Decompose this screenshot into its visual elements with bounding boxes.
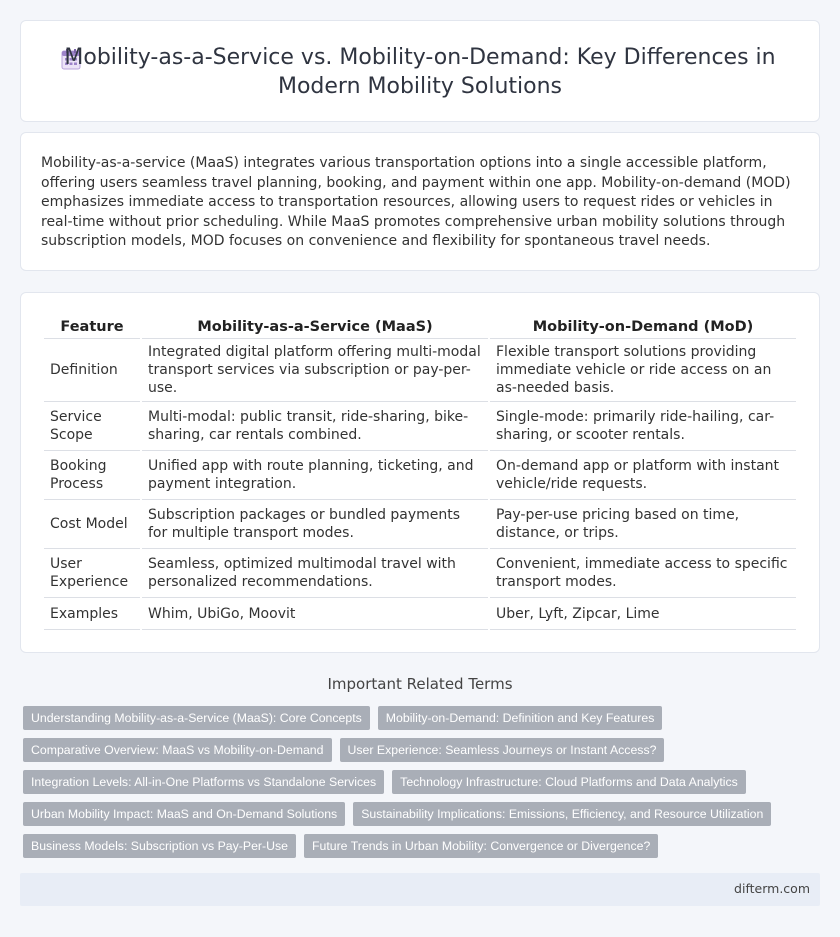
table-row (44, 549, 796, 598)
related-term-link[interactable]: Understanding Mobility-as-a-Service (MaaS): Core Concepts (23, 706, 370, 730)
feature-cell: Definition (44, 339, 140, 402)
footer (20, 873, 820, 906)
comparison-table (42, 315, 798, 630)
footer-site-name: difterm.com (734, 881, 810, 896)
tag-row (23, 738, 813, 762)
related-term-link[interactable]: Urban Mobility Impact: MaaS and On-Demand Solutions (23, 802, 345, 826)
maas-cell: Integrated digital platform offering multi-modal transport services via subscription or pay-per-use. (142, 339, 488, 402)
title-card (20, 20, 820, 122)
mod-cell: Single-mode: primarily ride-hailing, car-sharing, or scooter rentals. (490, 402, 796, 451)
tag-row (23, 770, 813, 794)
feature-cell: Cost Model (44, 500, 140, 549)
mod-cell: Pay-per-use pricing based on time, distance, or trips. (490, 500, 796, 549)
related-term-link[interactable]: Business Models: Subscription vs Pay-Per-Use (23, 834, 296, 858)
mod-cell: Uber, Lyft, Zipcar, Lime (490, 598, 796, 630)
related-term-link[interactable]: Integration Levels: All-in-One Platforms vs Standalone Services (23, 770, 384, 794)
intro-card (20, 132, 820, 271)
maas-cell: Seamless, optimized multimodal travel with personalized recommendations. (142, 549, 488, 598)
feature-cell: Booking Process (44, 451, 140, 500)
tag-row (23, 802, 813, 826)
table-row (44, 451, 796, 500)
related-term-link[interactable]: Sustainability Implications: Emissions, Efficiency, and Resource Utilization (353, 802, 771, 826)
feature-cell: Examples (44, 598, 140, 630)
table-row (44, 500, 796, 549)
maas-cell: Multi-modal: public transit, ride-sharing, bike-sharing, car rentals combined. (142, 402, 488, 451)
maas-cell: Subscription packages or bundled payments for multiple transport modes. (142, 500, 488, 549)
related-terms-title: Important Related Terms (327, 675, 513, 693)
intro-paragraph: Mobility-as-a-service (MaaS) integrates various transportation options into a single accessible platform, offering users seamless travel planning, booking, and payment within one app. Mobility-on-demand (MOD) emphasizes immediate access to transportation resources, allowing users to request rides or vehicles in real-time without prior scheduling. While MaaS promotes comprehensive urban mobility solutions through subscription models, MOD focuses on convenience and flexibility for spontaneous travel needs. (41, 155, 791, 250)
page-title: Mobility-as-a-Service vs. Mobility-on-Demand: Key Differences in Modern Mobility Solutions (64, 45, 776, 99)
related-terms-list (23, 706, 813, 866)
header-maas: Mobility-as-a-Service (MaaS) (142, 315, 488, 339)
mod-cell: On-demand app or platform with instant vehicle/ride requests. (490, 451, 796, 500)
mod-cell: Convenient, immediate access to specific transport modes. (490, 549, 796, 598)
related-term-link[interactable]: User Experience: Seamless Journeys or Instant Access? (340, 738, 665, 762)
mod-cell: Flexible transport solutions providing immediate vehicle or ride access on an as-needed basis. (490, 339, 796, 402)
table-header-row (44, 315, 796, 339)
related-term-link[interactable]: Mobility-on-Demand: Definition and Key Features (378, 706, 663, 730)
related-term-link[interactable]: Comparative Overview: MaaS vs Mobility-on-Demand (23, 738, 332, 762)
header-mod: Mobility-on-Demand (MoD) (490, 315, 796, 339)
feature-cell: Service Scope (44, 402, 140, 451)
related-term-link[interactable]: Technology Infrastructure: Cloud Platforms and Data Analytics (392, 770, 746, 794)
comparison-card (20, 292, 820, 653)
table-row (44, 402, 796, 451)
maas-cell: Unified app with route planning, ticketing, and payment integration. (142, 451, 488, 500)
maas-cell: Whim, UbiGo, Moovit (142, 598, 488, 630)
table-row (44, 339, 796, 402)
header-feature: Feature (44, 315, 140, 339)
feature-cell: User Experience (44, 549, 140, 598)
table-row (44, 598, 796, 630)
tag-row (23, 834, 813, 858)
tag-row (23, 706, 813, 730)
related-term-link[interactable]: Future Trends in Urban Mobility: Convergence or Divergence? (304, 834, 658, 858)
